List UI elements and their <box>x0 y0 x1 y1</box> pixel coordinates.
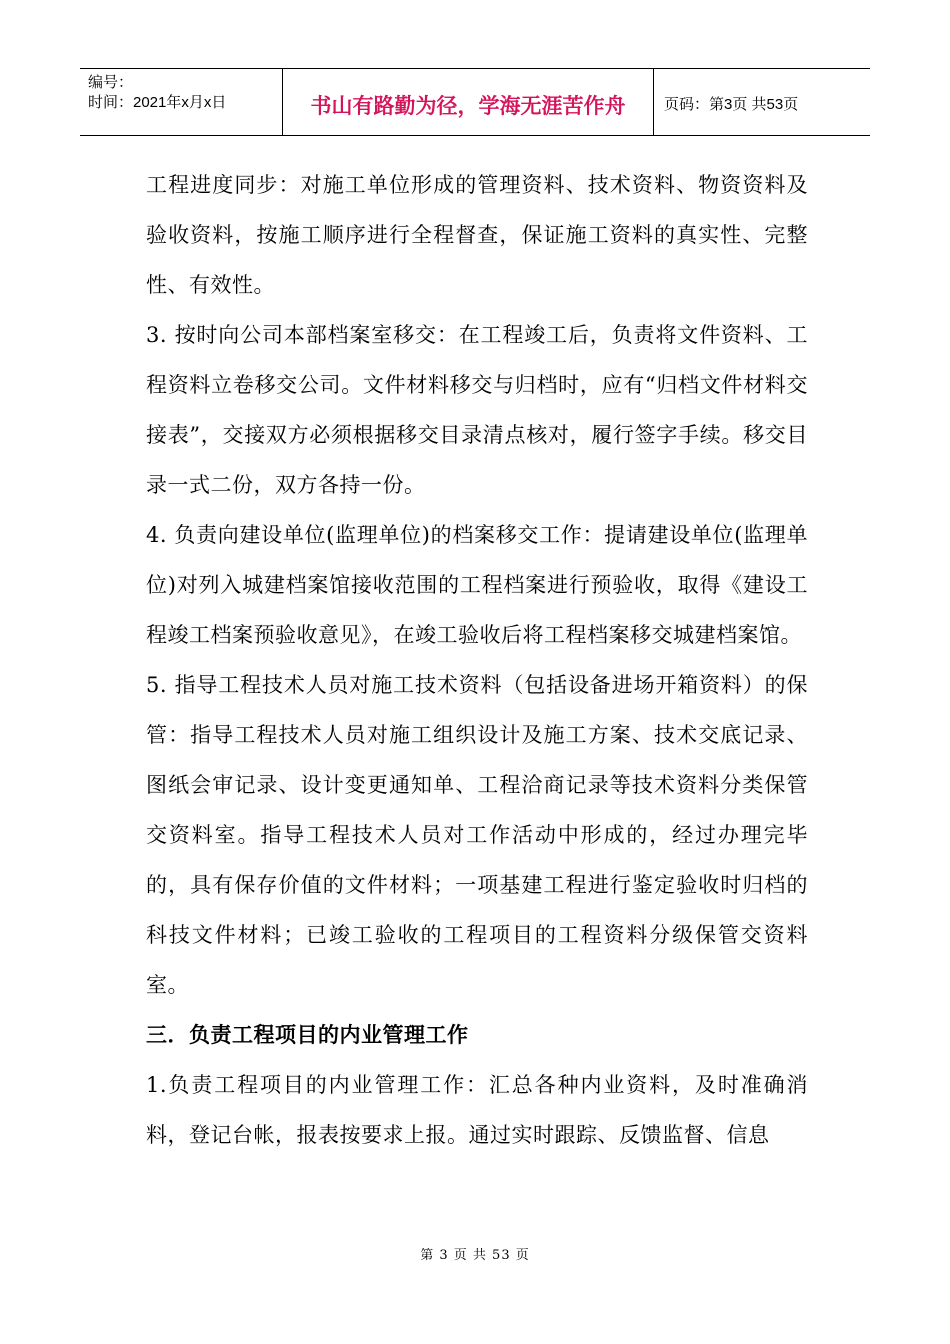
section-paragraph: 1.负责工程项目的内业管理工作：汇总各种内业资料，及时准确消料，登记台帐，报表按要求上报。通过实时跟踪、反馈监督、信息 <box>146 1073 808 1147</box>
page-footer <box>0 1244 950 1263</box>
body-paragraph: 工程进度同步：对施工单位形成的管理资料、技术资料、物资资料及验收资料，按施工顺序进行全程督查，保证施工资料的真实性、完整性、有效性。 <box>146 173 808 297</box>
body-paragraph: 5. 指导工程技术人员对施工技术资料（包括设备进场开箱资料）的保管：指导工程技术人员对施工组织设计及施工方案、技术交底记录、图纸会审记录、设计变更通知单、工程洽商记录等技术资料分类保管交资料室。指导工程技术人员对工作活动中形成的，经过办理完毕的，具有保存价值的文件材料；一项基建工程进行鉴定验收时归档的科技文件材料；已竣工验收的工程项目的工程资料分级保管交资料室。 <box>146 673 808 997</box>
header-motto: 书山有路勤为径，学海无涯苦作舟 <box>310 94 626 118</box>
header-meta-cell <box>80 69 283 135</box>
document-body <box>146 160 808 1160</box>
body-paragraph: 3. 按时向公司本部档案室移交：在工程竣工后，负责将文件资料、工程资料立卷移交公司。文件材料移交与归档时，应有“归档文件材料交接表”，交接双方必须根据移交目录清点核对，履行签字手续。移交目录一式二份，双方各持一份。 <box>146 323 808 497</box>
section-heading: 三．负责工程项目的内业管理工作 <box>146 1023 469 1047</box>
document-number-label: 编号： <box>88 74 134 91</box>
page-header <box>80 68 870 136</box>
body-paragraph: 4. 负责向建设单位(监理单位)的档案移交工作：提请建设单位(监理单位)对列入城建档案馆接收范围的工程档案进行预验收，取得《建设工程竣工档案预验收意见》，在竣工验收后将工程档案移交城建档案馆。 <box>146 523 808 647</box>
document-date-label: 时间：2021年x月x日 <box>88 94 227 111</box>
header-page-cell <box>654 69 870 135</box>
footer-page-number: 第 3 页 共 53 页 <box>420 1248 530 1263</box>
header-motto-cell <box>283 69 654 135</box>
header-page-code: 页码：第3页 共53页 <box>664 95 799 113</box>
